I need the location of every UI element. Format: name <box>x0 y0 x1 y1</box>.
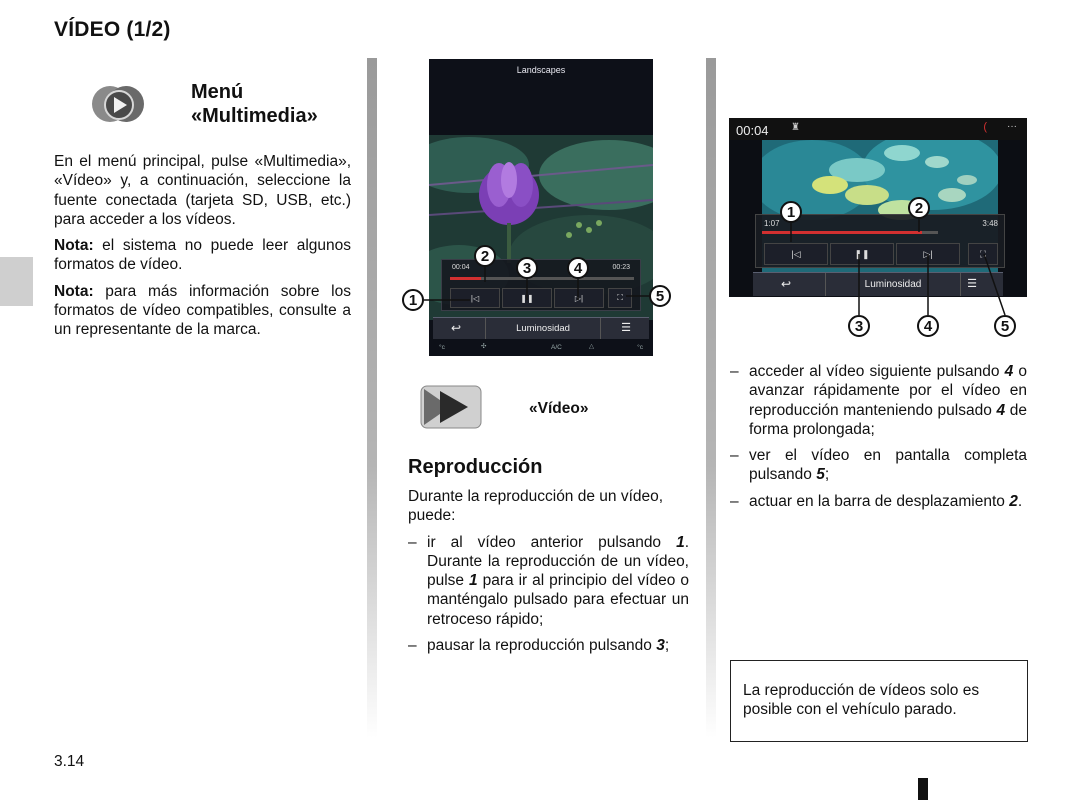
item-text: ; <box>664 637 670 655</box>
bottom-bar <box>753 272 1003 296</box>
page-title <box>54 18 171 42</box>
list-item <box>408 636 689 655</box>
ac-label: A/C <box>551 344 562 351</box>
fullscreen-button[interactable] <box>608 288 632 308</box>
video-icon <box>420 385 482 429</box>
item-num: 1 <box>469 572 478 590</box>
reproduction-intro: Durante la reproducción de un vídeo, puede: <box>408 488 664 525</box>
more-icon: ··· <box>1007 121 1017 132</box>
column-divider-right <box>706 58 716 738</box>
next-button[interactable] <box>554 288 604 308</box>
item-text: o avanzar rápidamente por el vídeo en reproducción manteniendo pulsado <box>749 363 1027 419</box>
previous-button[interactable] <box>450 288 500 308</box>
multimedia-heading <box>191 80 318 128</box>
item-num: 4 <box>996 401 1006 419</box>
fan-icon: ✣ <box>481 343 487 350</box>
brightness-button[interactable]: Luminosidad <box>485 318 601 339</box>
item-num: 3 <box>656 637 665 655</box>
video-menu-label: «Vídeo» <box>529 400 589 417</box>
total-time: 3:48 <box>982 219 998 228</box>
item-text: ir al vídeo anterior pulsando <box>427 533 677 551</box>
temp-right: °c <box>637 344 643 351</box>
brightness-button[interactable]: Luminosidad <box>825 273 961 296</box>
note-text: para más información sobre los formatos de vídeo compatibles, consulte a un representante de la marca. <box>54 282 351 339</box>
callout-2: 2 <box>908 197 930 219</box>
item-num: 1 <box>676 533 685 551</box>
seek-bar[interactable] <box>450 277 634 280</box>
phone-icon: ( <box>983 121 987 133</box>
elapsed-time: 00:04 <box>452 264 470 271</box>
item-text: para ir al principio del vídeo o manténgalo pulsado para efectuar un retroceso rápido; <box>427 572 689 628</box>
multimedia-icon <box>88 78 148 130</box>
item-num: 2 <box>1009 492 1018 510</box>
list-item <box>408 533 689 629</box>
column-divider-left <box>367 58 377 738</box>
list-icon[interactable]: ☰ <box>621 322 631 334</box>
page-marker <box>918 778 928 800</box>
list-item <box>730 362 1027 439</box>
back-arrow-icon[interactable]: ↩ <box>451 321 462 335</box>
skip-previous-icon: |◁ <box>791 248 801 259</box>
callout-1: 1 <box>780 201 802 223</box>
page-title-part: (1/2) <box>126 18 171 41</box>
seek-bar-fill <box>762 231 922 234</box>
reproduction-list <box>408 533 689 656</box>
left-column-text <box>54 152 351 347</box>
playback-controls <box>441 259 641 311</box>
temp-left: °c <box>439 344 445 351</box>
dash: – <box>730 492 739 510</box>
callout-4: 4 <box>567 257 589 279</box>
item-num: 4 <box>1004 363 1014 380</box>
back-arrow-icon[interactable]: ↩ <box>781 277 792 291</box>
list-icon[interactable]: ☰ <box>967 278 977 290</box>
top-bar <box>729 118 1027 140</box>
list-item <box>730 446 1027 485</box>
fullscreen-button[interactable] <box>968 243 998 265</box>
reproduction-heading: Reproducción <box>408 456 543 478</box>
skip-previous-icon: |◁ <box>470 293 480 303</box>
item-text: ver el vídeo en pantalla completa pulsando <box>749 447 1027 484</box>
chapter-tab <box>0 257 33 306</box>
pause-icon: ❚❚ <box>854 248 870 259</box>
callout-2: 2 <box>474 245 496 267</box>
dash: – <box>408 637 417 655</box>
item-text: acceder al vídeo siguiente pulsando <box>749 363 1005 380</box>
item-text: actuar en la barra de desplazamiento <box>749 492 1010 510</box>
callout-4: 4 <box>917 315 939 337</box>
item-text: ; <box>824 466 830 484</box>
skip-next-icon: ▷| <box>574 293 584 303</box>
item-text: . Durante la reproducción de un vídeo, pulse <box>427 533 689 590</box>
skip-next-icon: ▷| <box>923 248 933 259</box>
callout-5: 5 <box>994 315 1016 337</box>
video-title: Landscapes <box>516 65 566 75</box>
callout-5: 5 <box>649 285 671 307</box>
signal-icon: ♜ <box>791 122 800 133</box>
item-text: pausar la reproducción pulsando <box>427 637 657 655</box>
callout-1: 1 <box>402 289 424 311</box>
bottom-bar <box>433 317 649 339</box>
clock: 00:04 <box>736 123 769 138</box>
video-screen-portrait <box>429 59 653 356</box>
defrost-icon: △ <box>589 343 594 350</box>
previous-button[interactable] <box>764 243 828 265</box>
multimedia-heading-line2: «Multimedia» <box>191 105 318 127</box>
middle-column-text <box>408 487 689 662</box>
note-paragraph-2 <box>54 282 351 340</box>
note-paragraph-1 <box>54 236 351 275</box>
elapsed-time: 1:07 <box>764 219 780 228</box>
multimedia-heading-line1: Menú <box>191 81 244 103</box>
pause-button[interactable] <box>502 288 552 308</box>
item-text: . <box>1017 492 1023 510</box>
callout-3: 3 <box>516 257 538 279</box>
dash: – <box>730 447 739 465</box>
parked-note-box: La reproducción de vídeos solo es posible con el vehículo parado. <box>730 660 1028 742</box>
reproduction-list-continued <box>730 362 1027 511</box>
pause-icon: ❚❚ <box>520 293 534 303</box>
dash: – <box>408 533 417 551</box>
seek-bar-fill <box>450 277 481 280</box>
status-bar <box>429 341 653 356</box>
callout-3: 3 <box>848 315 870 337</box>
pause-button[interactable] <box>830 243 894 265</box>
note-text: el sistema no puede leer algunos formatos de vídeo. <box>54 237 351 274</box>
item-num: 5 <box>816 466 825 484</box>
right-column-text <box>730 362 1027 518</box>
video-screen-landscape <box>729 118 1027 297</box>
seek-bar[interactable] <box>762 231 938 234</box>
note-label: Nota: <box>54 282 94 300</box>
total-time: 00:23 <box>612 264 630 271</box>
next-button[interactable] <box>896 243 960 265</box>
page-title-text: VÍDEO <box>54 18 121 41</box>
dash: – <box>730 363 739 380</box>
intro-paragraph: En el menú principal, pulse «Multimedia», «Vídeo» y, a continuación, seleccione la fuente conectada (tarjeta SD, USB, etc.) para acceder a los vídeos. <box>54 153 351 228</box>
item-text: de forma prolongada; <box>749 401 1027 438</box>
fullscreen-icon: ⛶ <box>617 293 623 302</box>
page-number: 3.14 <box>54 753 85 770</box>
fullscreen-icon: ⛶ <box>979 248 987 259</box>
note-label: Nota: <box>54 237 94 255</box>
list-item <box>730 492 1027 511</box>
